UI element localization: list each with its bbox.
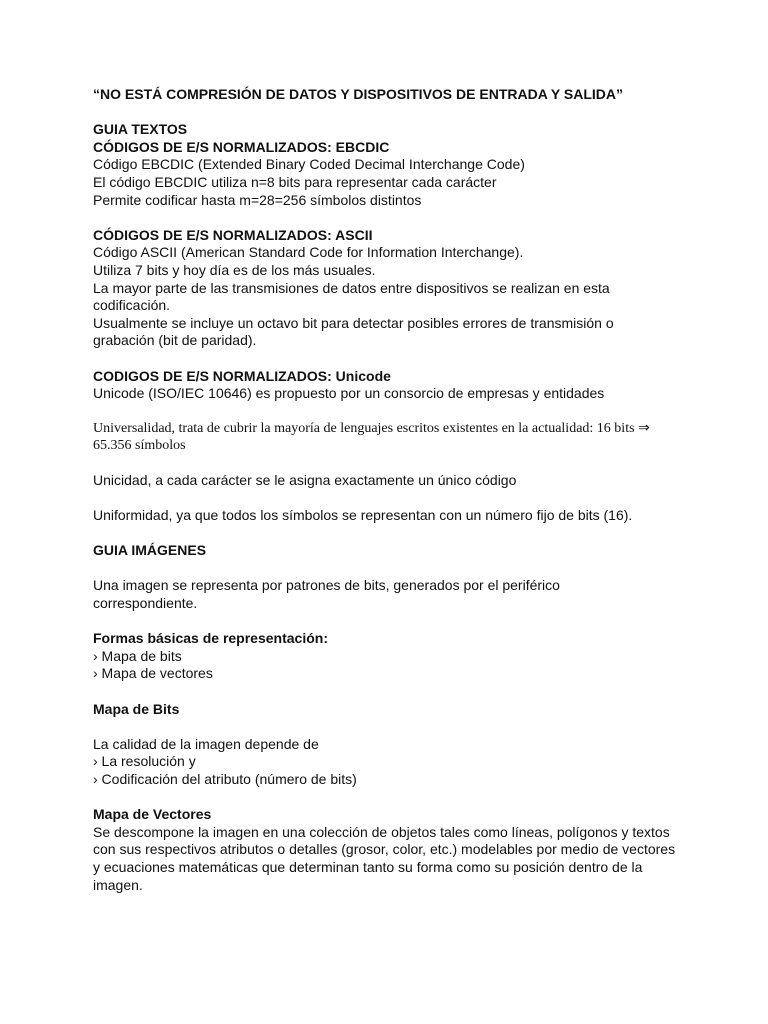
mapa-vectores-heading: Mapa de Vectores xyxy=(93,806,212,823)
section-heading-guia-textos: GUIA TEXTOS xyxy=(93,121,188,138)
mapa-bits-item-1: › La resolución y xyxy=(93,753,196,770)
formas-item-1: › Mapa de bits xyxy=(93,647,182,664)
ascii-line-4: Usualmente se incluye un octavo bit para detectar posibles errores de transmisión o grabación (bit de paridad). xyxy=(93,314,614,349)
section-heading-guia-imagenes: GUIA IMÁGENES xyxy=(93,542,207,559)
ebcdic-line-2: El código EBCDIC utiliza n=8 bits para representar cada carácter xyxy=(93,173,497,190)
ebcdic-line-3: Permite codificar hasta m=28=256 símbolos distintos xyxy=(93,191,422,208)
spacer xyxy=(93,525,693,543)
unicode-uniformidad: Uniformidad, ya que todos los símbolos se representan con un número fijo de bits (16). xyxy=(93,507,633,524)
unicode-unicidad: Unicidad, a cada carácter se le asigna exactamente un único código xyxy=(93,471,517,488)
spacer xyxy=(93,489,693,507)
ebcdic-line-1: Código EBCDIC (Extended Binary Coded Decimal Interchange Code) xyxy=(93,156,525,173)
subsection-heading-ebcdic: CÓDIGOS DE E/S NORMALIZADOS: EBCDIC xyxy=(93,138,390,155)
spacer xyxy=(93,403,693,421)
mapa-bits-intro: La calidad de la imagen depende de xyxy=(93,735,319,752)
formas-item-2: › Mapa de vectores xyxy=(93,665,213,682)
spacer xyxy=(93,560,693,578)
spacer xyxy=(93,454,693,472)
mapa-vectores-text: Se descompone la imagen en una colección de objetos tales como líneas, polígonos y textos con sus respectivos atributos o detalles (grosor, color, etc.) modelables por medio de vectores y ecuaciones matemáticas que determinan tanto su forma como su posición dentro de la imagen. xyxy=(93,823,676,893)
spacer xyxy=(93,104,693,122)
spacer xyxy=(93,350,693,368)
subsection-heading-unicode: CODIGOS DE E/S NORMALIZADOS: Unicode xyxy=(93,367,391,384)
mapa-bits-item-2: › Codificación del atributo (número de bits) xyxy=(93,770,357,787)
spacer xyxy=(93,683,693,701)
formas-heading: Formas básicas de representación: xyxy=(93,630,328,647)
ascii-line-2: Utiliza 7 bits y hoy día es de los más usuales. xyxy=(93,261,376,278)
spacer xyxy=(93,718,693,736)
spacer xyxy=(93,613,693,631)
unicode-universalidad: Universalidad, trata de cubrir la mayoría de lenguajes escritos existentes en la actualidad: 16 bits ⇒ 65.356 símbolos xyxy=(93,421,650,454)
imagenes-intro: Una imagen se representa por patrones de bits, generados por el periférico correspondiente. xyxy=(93,577,560,612)
subsection-heading-ascii: CÓDIGOS DE E/S NORMALIZADOS: ASCII xyxy=(93,226,373,243)
ascii-line-1: Código ASCII (American Standard Code for Information Interchange). xyxy=(93,244,524,261)
unicode-intro: Unicode (ISO/IEC 10646) es propuesto por un consorcio de empresas y entidades xyxy=(93,385,605,402)
spacer xyxy=(93,209,693,227)
mapa-bits-heading: Mapa de Bits xyxy=(93,700,180,717)
spacer xyxy=(93,789,693,807)
document-title: “NO ESTÁ COMPRESIÓN DE DATOS Y DISPOSITIVOS DE ENTRADA Y SALIDA” xyxy=(93,86,624,102)
document-page xyxy=(93,86,693,894)
ascii-line-3: La mayor parte de las transmisiones de datos entre dispositivos se realizan en esta codificación. xyxy=(93,279,610,314)
